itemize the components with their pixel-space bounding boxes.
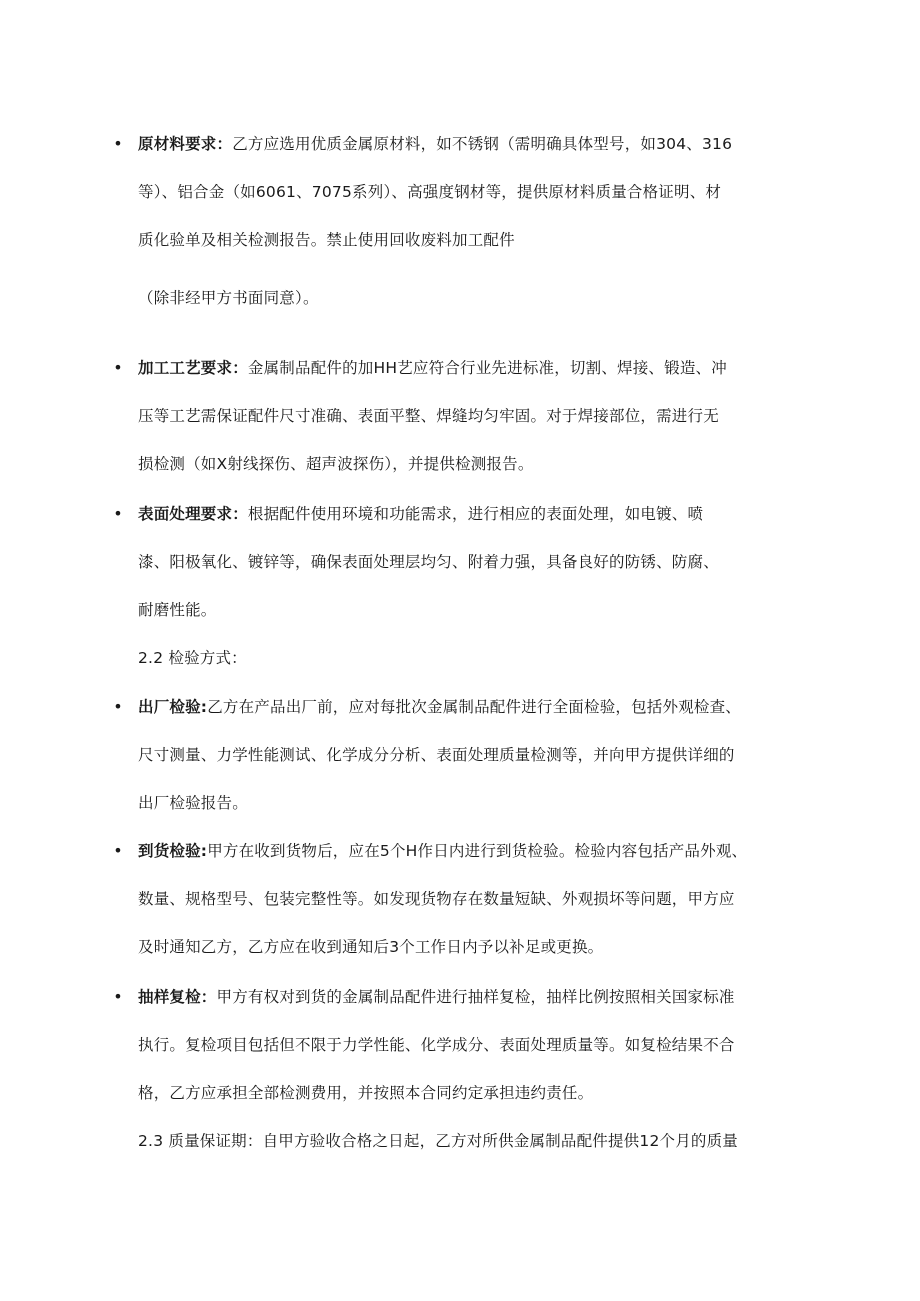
item-label: 出厂检验:: [138, 698, 208, 716]
paragraph-line: 压等工艺需保证配件尺寸准确、表面平整、焊缝均匀牢固。对于焊接部位，需进行无: [138, 407, 719, 425]
paragraph-line: 漆、阳极氧化、镀锌等，确保表面处理层均匀、附着力强，具备良好的防锈、防腐、: [138, 553, 719, 571]
paragraph-line: 质化验单及相关检测报告。禁止使用回收废料加工配件: [138, 231, 515, 249]
bullet-icon: •: [113, 358, 123, 377]
item-label: 表面处理要求：: [138, 505, 248, 523]
item-label: 加工工艺要求：: [138, 359, 248, 377]
section-heading: 2.3 质量保证期：自甲方验收合格之日起，乙方对所供金属制品配件提供12个月的质量: [138, 1132, 739, 1150]
item-text: 金属制品配件的加HH艺应符合行业先进标准，切割、焊接、锻造、冲: [247, 359, 727, 377]
item-label: 原材料要求：: [138, 135, 233, 153]
item-text: 甲方有权对到货的金属制品配件进行抽样复检，抽样比例按照相关国家标准: [216, 988, 735, 1006]
paragraph-line: 耐磨性能。: [138, 601, 217, 619]
paragraph-line: 执行。复检项目包括但不限于力学性能、化学成分、表面处理质量等。如复检结果不合: [138, 1036, 735, 1054]
paragraph-line: 出厂检验报告。: [138, 794, 248, 812]
section-heading: 2.2 检验方式：: [138, 649, 247, 667]
paragraph-line: 损检测（如X射线探伤、超声波探伤），并提供检测报告。: [138, 455, 534, 473]
paragraph-line: 等）、铝合金（如6061、7075系列）、高强度钢材等，提供原材料质量合格证明、材: [138, 183, 722, 201]
item-text: 甲方在收到货物后，应在5个H作日内进行到货检验。检验内容包括产品外观、: [207, 842, 748, 860]
item-text: 根据配件使用环境和功能需求，进行相应的表面处理，如电镀、喷: [247, 505, 704, 523]
paragraph-line: 尺寸测量、力学性能测试、化学成分分析、表面处理质量检测等，并向甲方提供详细的: [138, 746, 735, 764]
bullet-icon: •: [113, 841, 123, 860]
item-label: 抽样复检：: [138, 988, 217, 1006]
item-label: 到货检验:: [138, 842, 208, 860]
paragraph-line: 格，乙方应承担全部检测费用，并按照本合同约定承担违约责任。: [138, 1084, 594, 1102]
paragraph-line: （除非经甲方书面同意）。: [138, 289, 319, 307]
paragraph-line: [138, 119, 732, 169]
item-text: 乙方在产品出厂前，应对每批次金属制品配件进行全面检验，包括外观检查、: [207, 698, 742, 716]
paragraph-line: 及时通知乙方，乙方应在收到通知后3个工作日内予以补足或更换。: [138, 938, 604, 956]
bullet-icon: •: [113, 987, 123, 1006]
paragraph-line: 数量、规格型号、包装完整性等。如发现货物存在数量短缺、外观损坏等问题，甲方应: [138, 890, 735, 908]
paragraph-line: [138, 682, 741, 732]
paragraph-line: [138, 826, 747, 876]
paragraph-line: [138, 489, 703, 539]
paragraph-line: [138, 343, 727, 393]
paragraph-line: [138, 972, 735, 1022]
bullet-icon: •: [113, 697, 123, 716]
bullet-icon: •: [113, 504, 123, 523]
bullet-icon: •: [113, 134, 123, 153]
item-text: 乙方应选用优质金属原材料，如不锈钢（需明确具体型号，如304、316: [232, 135, 733, 153]
